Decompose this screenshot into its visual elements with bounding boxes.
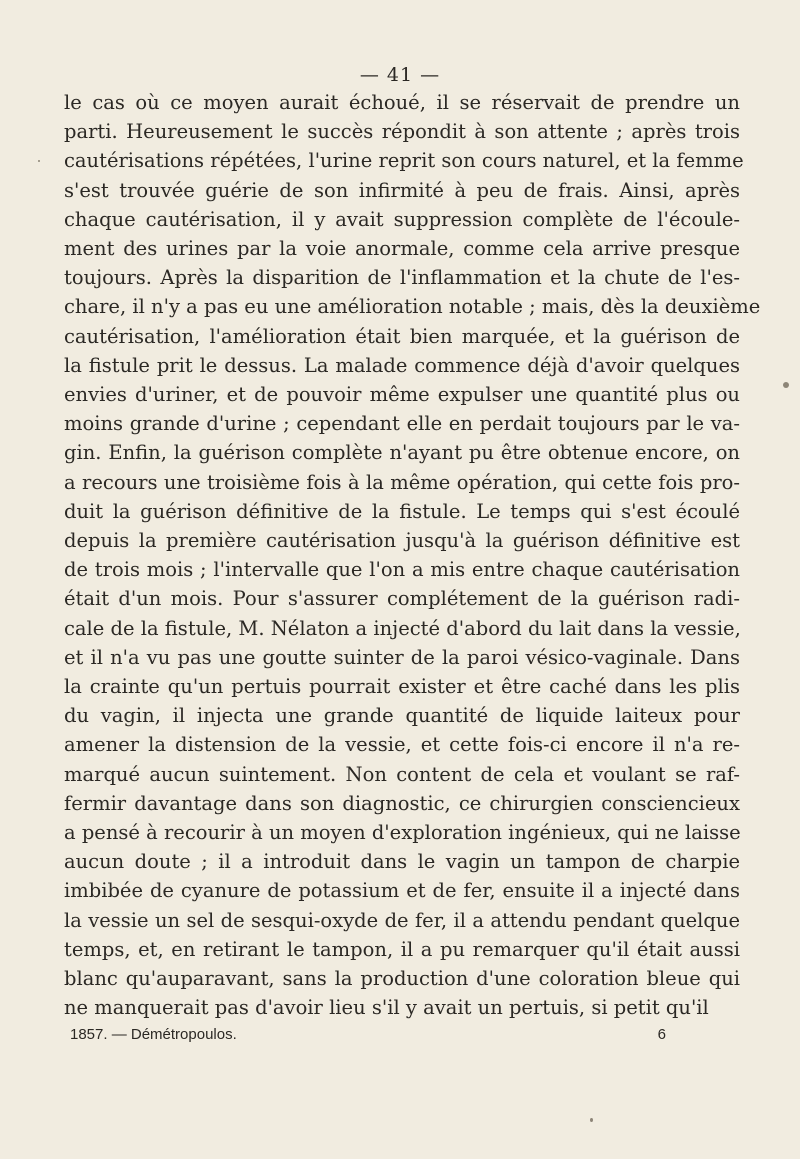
text-line: imbibée de cyanure de potassium et de fer, ensuite il a injecté dans: [64, 879, 740, 903]
text-line: la vessie un sel de sesqui-oxyde de fer, il a attendu pendant quelque: [64, 908, 740, 932]
text-line: de trois mois ; l'intervalle que l'on a mis entre chaque cautérisation: [64, 558, 740, 582]
text-line: chare, il n'y a pas eu une amélioration notable ; mais, dès la deuxième: [64, 295, 761, 319]
text-line: blanc qu'auparavant, sans la production d'une coloration bleue qui: [64, 967, 740, 991]
text-line: marqué aucun suintement. Non content de cela et voulant se raf-: [64, 762, 740, 786]
page-number: — 41 —: [359, 64, 441, 86]
text-line: ment des urines par la voie anormale, comme cela arrive presque: [64, 237, 740, 261]
text-line: cautérisation, l'amélioration était bien marquée, et la guérison de: [64, 324, 740, 348]
text-line: chaque cautérisation, il y avait suppression complète de l'écoule-: [64, 207, 740, 231]
text-line: parti. Heureusement le succès répondit à son attente ; après trois: [64, 120, 740, 144]
text-line: amener la distension de la vessie, et cette fois-ci encore il n'a re-: [64, 733, 740, 757]
text-line: gin. Enfin, la guérison complète n'ayant pu être obtenue encore, on: [64, 441, 740, 465]
text-line: duit la guérison définitive de la fistule. Le temps qui s'est écoulé: [64, 499, 740, 523]
text-line: cale de la fistule, M. Nélaton a injecté d'abord du lait dans la vessie,: [64, 616, 741, 640]
text-line: fermir davantage dans son diagnostic, ce chirurgien consciencieux: [64, 791, 740, 815]
text-line: ne manquerait pas d'avoir lieu s'il y avait un pertuis, si petit qu'il: [64, 996, 709, 1020]
text-line: depuis la première cautérisation jusqu'à la guérison définitive est: [64, 529, 740, 553]
signature-mark: 6: [657, 1026, 666, 1043]
text-line: toujours. Après la disparition de l'inflammation et la chute de l'es-: [64, 266, 740, 290]
text-line: s'est trouvée guérie de son infirmité à peu de frais. Ainsi, après: [64, 178, 740, 202]
text-line: la crainte qu'un pertuis pourrait exister et être caché dans les plis: [64, 675, 740, 699]
paper-speck: [38, 160, 40, 162]
text-line: envies d'uriner, et de pouvoir même expulser une quantité plus ou: [64, 383, 740, 407]
text-line: le cas où ce moyen aurait échoué, il se réservait de prendre un: [64, 91, 740, 114]
text-line: temps, et, en retirant le tampon, il a pu remarquer qu'il était aussi: [64, 937, 740, 961]
text-line: et il n'a vu pas une goutte suinter de la paroi vésico-vaginale. Dans: [64, 645, 740, 669]
paper-speck: [590, 1118, 593, 1122]
text-line: a pensé à recourir à un moyen d'exploration ingénieux, qui ne laisse: [64, 821, 741, 845]
text-line: du vagin, il injecta une grande quantité de liquide laiteux pour: [64, 704, 740, 728]
paper-speck: [783, 382, 789, 388]
text-line: cautérisations répétées, l'urine reprit son cours naturel, et la femme: [64, 149, 744, 173]
text-line: était d'un mois. Pour s'assurer complétement de la guérison radi-: [64, 587, 740, 611]
body-text: [64, 88, 761, 1023]
text-line: a recours une troisième fois à la même opération, qui cette fois pro-: [64, 470, 740, 494]
text-line: aucun doute ; il a introduit dans le vagin un tampon de charpie: [64, 850, 740, 874]
text-line: moins grande d'urine ; cependant elle en perdait toujours par le va-: [64, 412, 740, 436]
text-line: la fistule prit le dessus. La malade commence déjà d'avoir quelques: [64, 353, 740, 377]
signature-text: 1857. — Démétropoulos.: [70, 1026, 237, 1043]
